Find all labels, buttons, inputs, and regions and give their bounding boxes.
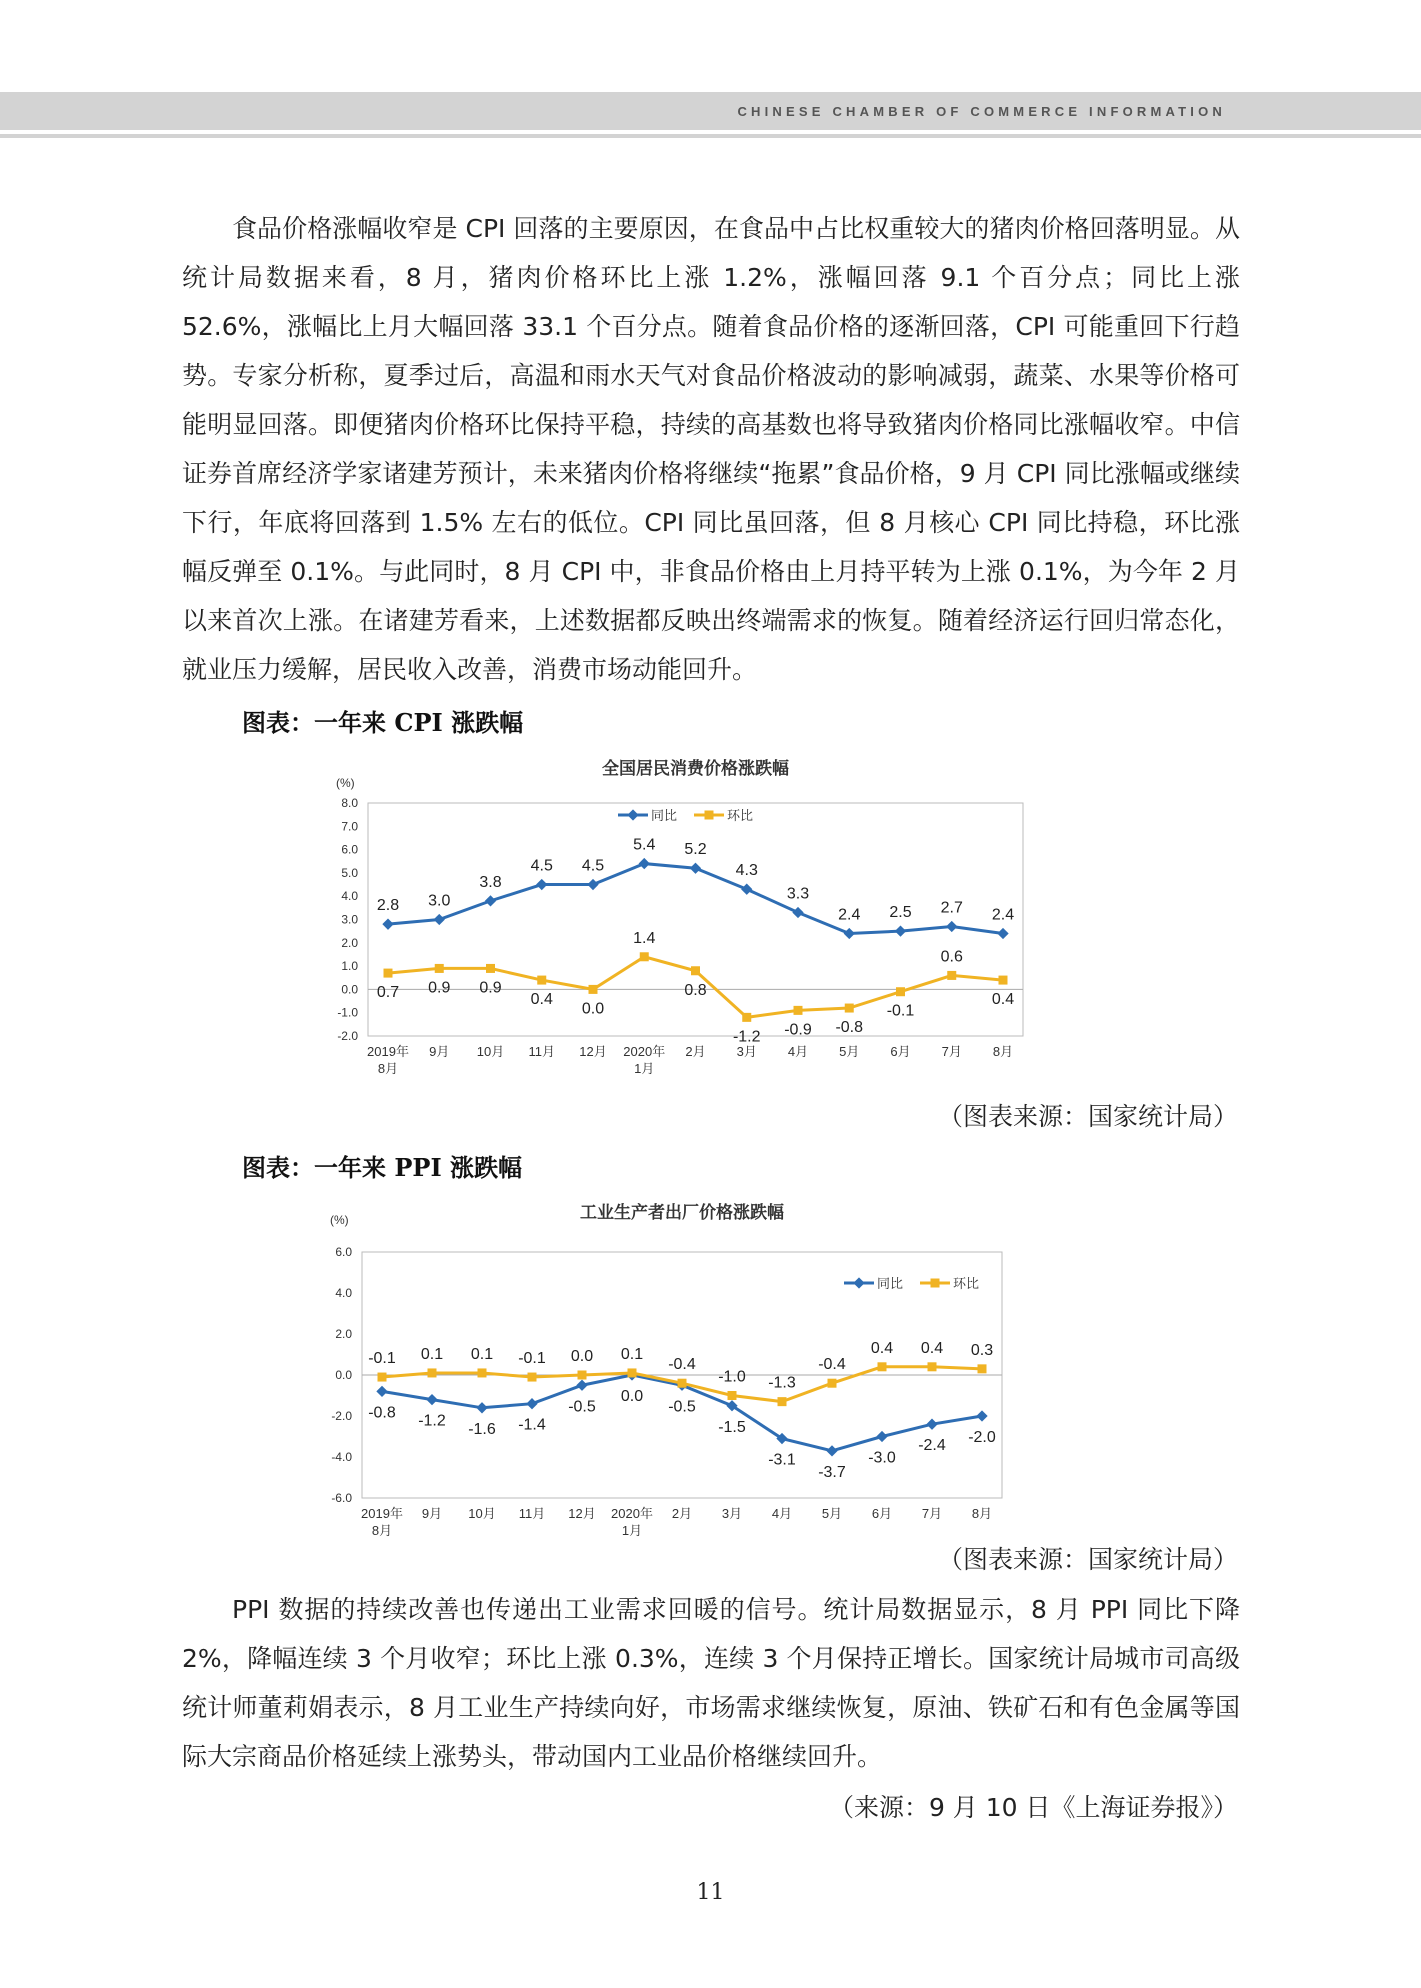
cpi-data-label: 0.9 <box>428 979 451 997</box>
cpi-mom-point <box>691 966 700 975</box>
chart1-source: （图表来源：国家统计局） <box>937 1102 1238 1131</box>
ppi-legend-marker <box>931 1279 940 1288</box>
ppi-y-tick-label: 2.0 <box>335 1327 352 1341</box>
ppi-mom-point <box>378 1373 387 1382</box>
cpi-x-tick-line: 12月 <box>579 1044 607 1059</box>
ppi-data-label: -0.4 <box>818 1356 846 1374</box>
ppi-x-tick-label <box>872 1506 892 1521</box>
cpi-y-tick-label: 3.0 <box>341 912 358 927</box>
ppi-x-tick-line: 2月 <box>671 1506 693 1521</box>
cpi-x-tick-label <box>579 1044 606 1059</box>
cpi-mom-point <box>845 1004 854 1013</box>
ppi-data-label: -1.0 <box>718 1368 746 1386</box>
cpi-x-tick-line: 8月 <box>377 1061 399 1076</box>
cpi-data-label: 0.6 <box>940 948 963 966</box>
cpi-x-tick-label <box>737 1044 757 1059</box>
cpi-data-label: 0.4 <box>991 991 1015 1009</box>
cpi-y-tick-label: 4.0 <box>341 889 358 904</box>
ppi-data-label: 0.4 <box>870 1339 894 1357</box>
cpi-data-label: -0.9 <box>784 1021 812 1039</box>
cpi-y-tick-label: 1.0 <box>341 959 358 974</box>
cpi-x-tick-line: 10月 <box>476 1044 505 1059</box>
ppi-x-tick-label <box>568 1506 595 1521</box>
cpi-x-tick-line: 11月 <box>528 1044 555 1059</box>
ppi-x-tick-label <box>468 1506 495 1521</box>
cpi-legend-label: 环比 <box>727 808 754 823</box>
ppi-mom-point <box>928 1362 937 1371</box>
cpi-data-label: 0.4 <box>530 991 553 1009</box>
ppi-data-label: 0.4 <box>920 1339 944 1357</box>
ppi-mom-point <box>728 1391 737 1400</box>
cpi-x-tick-label <box>839 1044 859 1059</box>
cpi-title: 全国居民消费价格涨跌幅 <box>602 759 789 778</box>
cpi-data-label: 4.3 <box>735 862 758 880</box>
ppi-mom-point <box>528 1373 537 1382</box>
cpi-y-tick-label: -1.0 <box>337 1005 358 1020</box>
cpi-data-label: 5.4 <box>633 836 656 854</box>
cpi-y-tick-label: 0.0 <box>341 982 358 997</box>
cpi-x-tick-label <box>685 1044 705 1059</box>
ppi-y-tick-label: -4.0 <box>331 1450 352 1464</box>
cpi-data-label: 3.3 <box>786 885 810 903</box>
cpi-data-label: 4.5 <box>581 857 605 875</box>
cpi-x-tick-label <box>942 1044 962 1059</box>
cpi-x-tick-line: 5月 <box>839 1044 860 1059</box>
ppi-data-label: -3.1 <box>768 1451 796 1469</box>
ppi-title: 工业生产者出厂价格涨跌幅 <box>580 1203 784 1222</box>
ppi-y-tick-label: 4.0 <box>335 1286 352 1300</box>
cpi-data-label: 3.8 <box>479 873 502 891</box>
cpi-y-tick-label: 8.0 <box>341 796 358 810</box>
page-number: 11 <box>696 1880 725 1905</box>
ppi-data-label: -1.3 <box>768 1374 796 1392</box>
ppi-x-tick-line: 6月 <box>871 1506 893 1521</box>
cpi-mom-point <box>384 969 393 978</box>
ppi-x-tick-line: 2019年 <box>361 1506 403 1521</box>
cpi-y-tick-label: 2.0 <box>341 935 358 950</box>
cpi-data-label: 0.0 <box>581 1000 605 1018</box>
ppi-y-tick-label: 6.0 <box>335 1245 352 1259</box>
cpi-x-tick-label <box>529 1044 556 1059</box>
cpi-mom-point <box>537 976 546 985</box>
cpi-mom-point <box>640 952 649 961</box>
ppi-x-tick-line: 7月 <box>921 1506 943 1521</box>
ppi-data-label: -0.1 <box>368 1350 396 1368</box>
ppi-data-label: -0.8 <box>368 1404 396 1422</box>
cpi-y-tick-label: 6.0 <box>341 842 358 857</box>
cpi-mom-point <box>999 976 1008 985</box>
cpi-data-label: 0.8 <box>684 981 707 999</box>
cpi-mom-point <box>435 964 444 973</box>
cpi-data-label: 0.9 <box>479 979 502 997</box>
ppi-x-tick-line: 8月 <box>371 1523 393 1538</box>
ppi-data-label: 0.3 <box>970 1341 994 1359</box>
cpi-data-label: 2.4 <box>991 906 1015 924</box>
ppi-x-tick-line: 2020年 <box>611 1506 653 1521</box>
cpi-data-label: 2.4 <box>838 906 861 924</box>
ppi-x-tick-line: 8月 <box>971 1506 993 1521</box>
cpi-mom-point <box>794 1006 803 1015</box>
cpi-x-tick-line: 2020年 <box>623 1044 666 1059</box>
cpi-y-tick-label: 5.0 <box>341 865 358 880</box>
ppi-mom-point <box>628 1368 637 1377</box>
ppi-data-label: -1.6 <box>468 1420 496 1438</box>
ppi-x-tick-label <box>822 1506 842 1521</box>
cpi-chart <box>318 750 1038 1090</box>
ppi-data-label: 0.1 <box>420 1345 444 1363</box>
cpi-data-label: 5.2 <box>684 841 707 859</box>
ppi-x-tick-line: 3月 <box>721 1506 743 1521</box>
ppi-x-tick-label <box>672 1506 692 1521</box>
cpi-unit-label: (%) <box>336 776 355 790</box>
ppi-legend-label: 同比 <box>877 1276 904 1291</box>
cpi-y-tick-label: 7.0 <box>341 819 358 834</box>
chart1-caption: 图表：一年来 CPI 涨跌幅 <box>242 708 524 737</box>
ppi-x-tick-label <box>611 1506 653 1538</box>
cpi-data-label: 2.5 <box>889 904 912 922</box>
cpi-x-tick-label <box>993 1044 1013 1059</box>
paragraph-cpi: 食品价格涨幅收窄是 CPI 回落的主要原因，在食品中占比权重较大的猪肉价格回落明显。从统计局数据来看，8 月，猪肉价格环比上涨 1.2%，涨幅回落 9.1 个百分点；同比上涨 52.6%，涨幅比上月大幅回落 33.1 个百分点。随着食品价格的逐渐回落，CPI 可能重回下行趋势。专家分析称，夏季过后，高温和雨水天气对食品价格波动的影响减弱，蔬菜、水果等价格可能明显回落。即便猪肉价格环比保持平稳，持续的高基数也将导致猪肉价格同比涨幅收窄。中信证券首席经济学家诸建芳预计，未来猪肉价格将继续“拖累”食品价格，9 月 CPI 同比涨幅或继续下行，年底将回落到 1.5% 左右的低位。CPI 同比虽回落，但 8 月核心 CPI 同比持稳，环比涨幅反弹至 0.1%。与此同时，8 月 CPI 中，非食品价格由上月持平转为上涨 0.1%，为今年 2 月以来首次上涨。在诸建芳看来，上述数据都反映出终端需求的恢复。随着经济运行回归常态化，就业压力缓解，居民收入改善，消费市场动能回升。 <box>182 214 1240 684</box>
ppi-y-tick-label: 0.0 <box>335 1368 352 1382</box>
cpi-mom-point <box>589 985 598 994</box>
ppi-mom-point <box>578 1371 587 1380</box>
cpi-data-label: -0.1 <box>886 1002 915 1020</box>
cpi-mom-point <box>742 1013 751 1022</box>
header-title: CHINESE CHAMBER OF COMMERCE INFORMATION <box>737 104 1226 119</box>
cpi-x-tick-label <box>623 1044 665 1076</box>
ppi-y-tick-label: -2.0 <box>331 1409 352 1423</box>
ppi-data-label: -1.2 <box>418 1412 446 1430</box>
ppi-data-label: -0.1 <box>518 1350 546 1368</box>
ppi-x-tick-line: 12月 <box>568 1506 596 1521</box>
ppi-x-tick-label <box>422 1506 442 1521</box>
ppi-mom-point <box>778 1397 787 1406</box>
cpi-mom-point <box>486 964 495 973</box>
ppi-data-label: 0.0 <box>620 1388 644 1405</box>
cpi-x-tick-line: 4月 <box>787 1044 809 1059</box>
cpi-data-label: 1.4 <box>633 929 656 947</box>
cpi-x-tick-label <box>429 1044 449 1059</box>
ppi-x-tick-line: 5月 <box>821 1506 843 1521</box>
cpi-x-tick-line: 6月 <box>890 1044 911 1059</box>
cpi-x-tick-line: 1月 <box>634 1061 655 1076</box>
cpi-x-tick-line: 7月 <box>941 1044 962 1059</box>
cpi-data-label: 2.8 <box>376 897 400 915</box>
ppi-data-label: -2.0 <box>968 1429 996 1446</box>
chart2-source: （图表来源：国家统计局） <box>937 1545 1238 1574</box>
ppi-data-label: -1.5 <box>718 1418 746 1436</box>
cpi-data-label: 3.0 <box>428 892 451 910</box>
ppi-x-tick-line: 9月 <box>421 1506 443 1521</box>
ppi-mom-point <box>478 1368 487 1377</box>
cpi-data-label: 4.5 <box>530 857 553 875</box>
ppi-x-tick-label <box>922 1506 942 1521</box>
ppi-x-tick-label <box>722 1506 742 1521</box>
ppi-x-tick-label <box>361 1506 403 1538</box>
cpi-x-tick-label <box>367 1044 409 1076</box>
ppi-data-label: -2.4 <box>918 1437 946 1455</box>
ppi-data-label: -3.7 <box>818 1463 846 1481</box>
ppi-x-tick-line: 4月 <box>771 1506 793 1521</box>
ppi-legend-label: 环比 <box>953 1276 980 1291</box>
cpi-x-tick-label <box>477 1044 504 1059</box>
ppi-x-tick-line: 1月 <box>621 1523 643 1538</box>
cpi-mom-point <box>896 987 905 996</box>
ppi-x-tick-label <box>772 1506 792 1521</box>
ppi-mom-point <box>878 1362 887 1371</box>
ppi-data-label: 0.1 <box>620 1345 644 1363</box>
paragraph-ppi: PPI 数据的持续改善也传递出工业需求回暖的信号。统计局数据显示，8 月 PPI 同比下降 2%，降幅连续 3 个月收窄；环比上涨 0.3%，连续 3 个月保持正增长。国家统计局城市司高级统计师董莉娟表示，8 月工业生产持续向好，市场需求继续恢复，原油、铁矿石和有色金属等国际大宗商品价格延续上涨势头，带动国内工业品价格继续回升。 <box>182 1595 1240 1771</box>
cpi-x-tick-line: 2月 <box>685 1044 706 1059</box>
ppi-x-tick-line: 10月 <box>468 1506 496 1521</box>
ppi-data-label: 0.1 <box>470 1345 494 1363</box>
cpi-x-tick-line: 9月 <box>429 1044 450 1059</box>
cpi-x-tick-line: 8月 <box>992 1044 1014 1059</box>
cpi-data-label: 0.7 <box>376 984 400 1002</box>
ppi-data-label: -3.0 <box>868 1449 896 1467</box>
ppi-data-label: -0.5 <box>668 1398 696 1416</box>
header-divider <box>0 134 1421 138</box>
cpi-y-tick-label: -2.0 <box>337 1029 358 1043</box>
ppi-x-tick-label <box>519 1506 546 1521</box>
cpi-legend-label: 同比 <box>651 808 678 823</box>
chart2-caption: 图表：一年来 PPI 涨跌幅 <box>242 1153 523 1182</box>
cpi-x-tick-label <box>788 1044 808 1059</box>
cpi-data-label: 2.7 <box>940 899 963 917</box>
ppi-mom-point <box>978 1364 987 1373</box>
ppi-mom-point <box>428 1368 437 1377</box>
ppi-y-tick-label: -6.0 <box>331 1491 352 1505</box>
cpi-data-label: -1.2 <box>732 1028 761 1046</box>
cpi-data-label: -0.8 <box>835 1019 864 1037</box>
ppi-x-tick-line: 11月 <box>518 1506 546 1521</box>
ppi-data-label: -0.5 <box>568 1398 596 1416</box>
ppi-unit-label: (%) <box>330 1213 349 1227</box>
ppi-mom-point <box>828 1379 837 1388</box>
ppi-data-label: -1.4 <box>518 1416 546 1434</box>
cpi-legend-marker <box>705 811 714 820</box>
article-source: （来源：9 月 10 日《上海证券报》） <box>828 1793 1238 1822</box>
cpi-mom-point <box>947 971 956 980</box>
cpi-x-tick-label <box>890 1044 910 1059</box>
cpi-x-tick-line: 3月 <box>736 1044 757 1059</box>
ppi-mom-point <box>678 1379 687 1388</box>
ppi-data-label: 0.0 <box>570 1348 594 1365</box>
cpi-x-tick-line: 2019年 <box>367 1044 409 1059</box>
ppi-x-tick-label <box>972 1506 992 1521</box>
ppi-chart <box>316 1192 1036 1542</box>
ppi-data-label: -0.4 <box>668 1356 696 1374</box>
